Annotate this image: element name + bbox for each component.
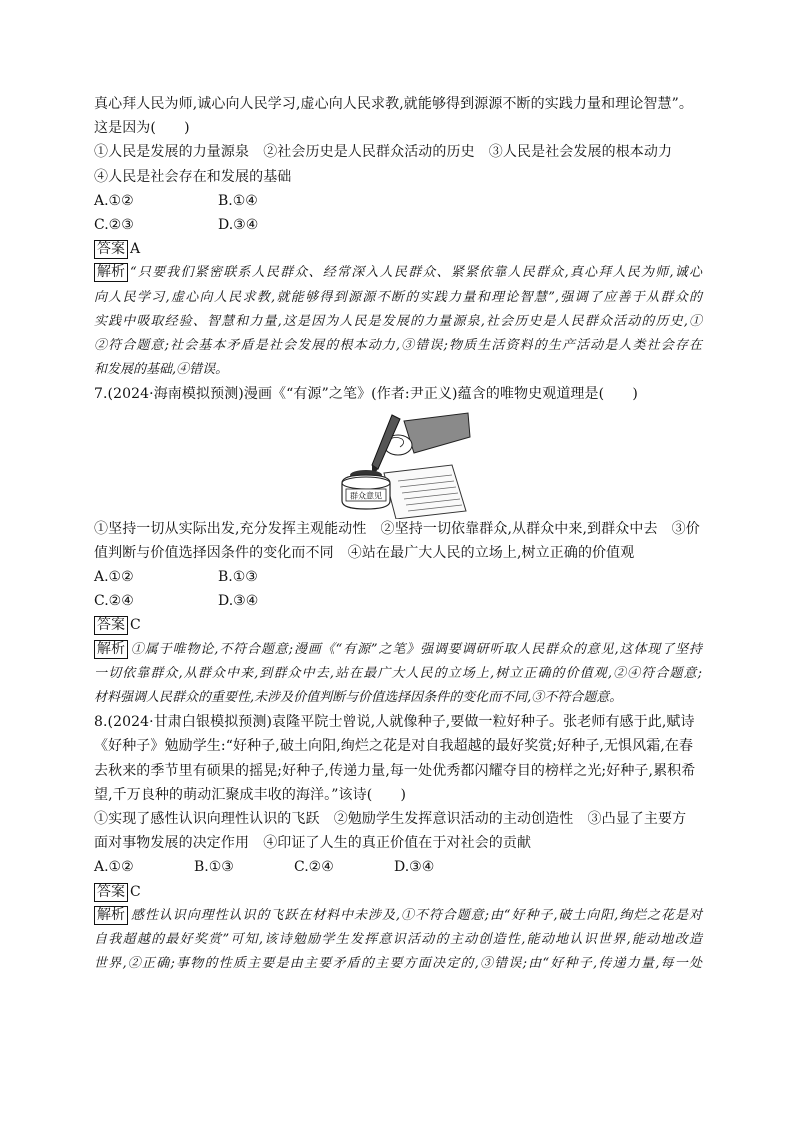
q7-answer [94, 613, 702, 637]
inkwell-label: 群众意见 [350, 491, 382, 501]
q8-option-b: B.①③ [194, 859, 234, 876]
q8-answer [94, 880, 702, 904]
q8-stem-line2: 《好种子》勉励学生:“好种子,破土向阳,绚烂之花是对自我超越的最好奖赏;好种子,无惧风霜,在春 [94, 738, 694, 755]
q8-stem-line4: 望,千万良种的萌动汇聚成丰收的海洋。”该诗( ) [94, 786, 407, 803]
q8-analysis-line1: 解析 感性认识向理性认识的飞跃在材料中未涉及,①不符合题意;由“好种子,破土向阳,绚烂之花是对 [94, 904, 702, 928]
q8-answer-value: C [130, 883, 141, 900]
q6-stem-line1: 真心拜人民为师,诚心向人民学习,虚心向人民求教,就能够得到源源不断的实践力量和理论智慧”。 [94, 96, 694, 112]
q8-statements-line1: ①实现了感性认识向理性认识的飞跃 ②勉励学生发挥意识活动的主动创造性 ③凸显了主要方 [94, 811, 687, 828]
q6-option-a: A.①② [94, 192, 134, 209]
q6-analysis-line2: 向人民学习,虚心向人民求教,就能够得到源源不断的实践力量和理论智慧”,强调了应善于从群众的 [94, 289, 702, 305]
q8-analysis-line2: 自我超越的最好奖赏”可知,该诗勉励学生发挥意识活动的主动创造性,能动地认识世界,能动地改造 [94, 932, 702, 948]
answer-label: 答案 [94, 240, 128, 259]
q7-option-c: C.②④ [94, 593, 134, 610]
q7-stem: 7.(2024·海南模拟预测)漫画《“有源”之笔》(作者:尹正义)蕴含的唯物史观道理是( ) [94, 386, 638, 403]
q6-analysis-line5: 和发展的基础,④错误。 [94, 362, 229, 378]
q8-option-c: C.②④ [294, 859, 334, 876]
q7-analysis-line1: 解析 ①属于唯物论,不符合题意;漫画《“有源”之笔》强调要调研听取人民群众的意见,这体现了坚持 [94, 638, 702, 662]
q7-statements-line1: ①坚持一切从实际出发,充分发挥主观能动性 ②坚持一切依靠群众,从群众中来,到群众中去 ③价 [94, 520, 700, 537]
q8-analysis-line3: 世界,②正确;事物的性质主要是由主要矛盾的主要方面决定的,③错误;由“好种子,传递力量,每一处 [94, 956, 702, 972]
q8-stem-line1: 8.(2024·甘肃白银模拟预测)袁隆平院士曾说,人就像种子,要做一粒好种子。张老师有感于此,赋诗 [94, 714, 695, 731]
q6-statements-line2: ④人民是社会存在和发展的基础 [94, 168, 292, 185]
q6-answer-value: A [130, 241, 141, 258]
q8-stem-line3: 去秋来的季节里有硕果的摇晃;好种子,传递力量,每一处优秀都闪耀夺目的榜样之光;好种子,累积希 [94, 762, 696, 779]
q8-statements-line2: 面对事物发展的决定作用 ④印证了人生的真正价值在于对社会的贡献 [94, 835, 532, 852]
q6-analysis-line4: ②符合题意;社会基本矛盾是社会发展的根本动力,③错误;物质生活资料的生产活动是人类社会存在 [94, 338, 702, 354]
q7-cartoon [94, 407, 702, 517]
q7-options-row1 [94, 565, 702, 589]
answer-label: 答案 [94, 883, 128, 902]
q7-option-d: D.③④ [218, 593, 259, 610]
q7-option-a: A.①② [94, 569, 134, 586]
q7-option-b: B.①③ [218, 569, 258, 586]
inkwell-icon [342, 470, 390, 509]
q7-analysis-line2: 一切依靠群众,从群众中来,到群众中去,站在最广大人民的立场上,树立正确的价值观,②④符合题意; [94, 665, 702, 681]
q6-option-d: D.③④ [218, 217, 259, 234]
q6-analysis-line1: 解析 “只要我们紧密联系人民群众、经常深入人民群众、紧紧依靠人民群众,真心拜人民为师,诚心 [94, 261, 702, 285]
analysis-label: 解析 [94, 906, 128, 925]
answer-label: 答案 [94, 616, 128, 635]
pen-inkwell-cartoon [334, 411, 474, 519]
q7-statements-line2: 值判断与价值选择因条件的变化而不同 ④站在最广大人民的立场上,树立正确的价值观 [94, 544, 635, 561]
q6-answer [94, 237, 702, 261]
q7-options-row2 [94, 589, 702, 613]
q8-option-a: A.①② [94, 859, 134, 876]
q6-option-b: B.①④ [218, 192, 258, 209]
q6-stem-line2: 这是因为( ) [94, 120, 190, 137]
analysis-label: 解析 [94, 640, 128, 659]
q8-options [94, 855, 702, 879]
q7-answer-value: C [130, 617, 141, 634]
analysis-label: 解析 [94, 263, 128, 282]
page-content [94, 92, 702, 977]
q6-options-row1 [94, 189, 702, 213]
q6-analysis-line3: 实践中吸取经验、智慧和力量,这是因为人民是发展的力量源泉,社会历史是人民群众活动的历史,① [94, 313, 702, 329]
q7-analysis-line3: 材料强调人民群众的重要性,未涉及价值判断与价值选择因条件的变化而不同,③不符合题意。 [94, 690, 623, 706]
q6-option-c: C.②③ [94, 217, 134, 234]
q8-option-d: D.③④ [394, 859, 435, 876]
q6-options-row2 [94, 213, 702, 237]
paper-icon [384, 465, 466, 519]
q6-statements-line1: ①人民是发展的力量源泉 ②社会历史是人民群众活动的历史 ③人民是社会发展的根本动力 [94, 144, 673, 161]
